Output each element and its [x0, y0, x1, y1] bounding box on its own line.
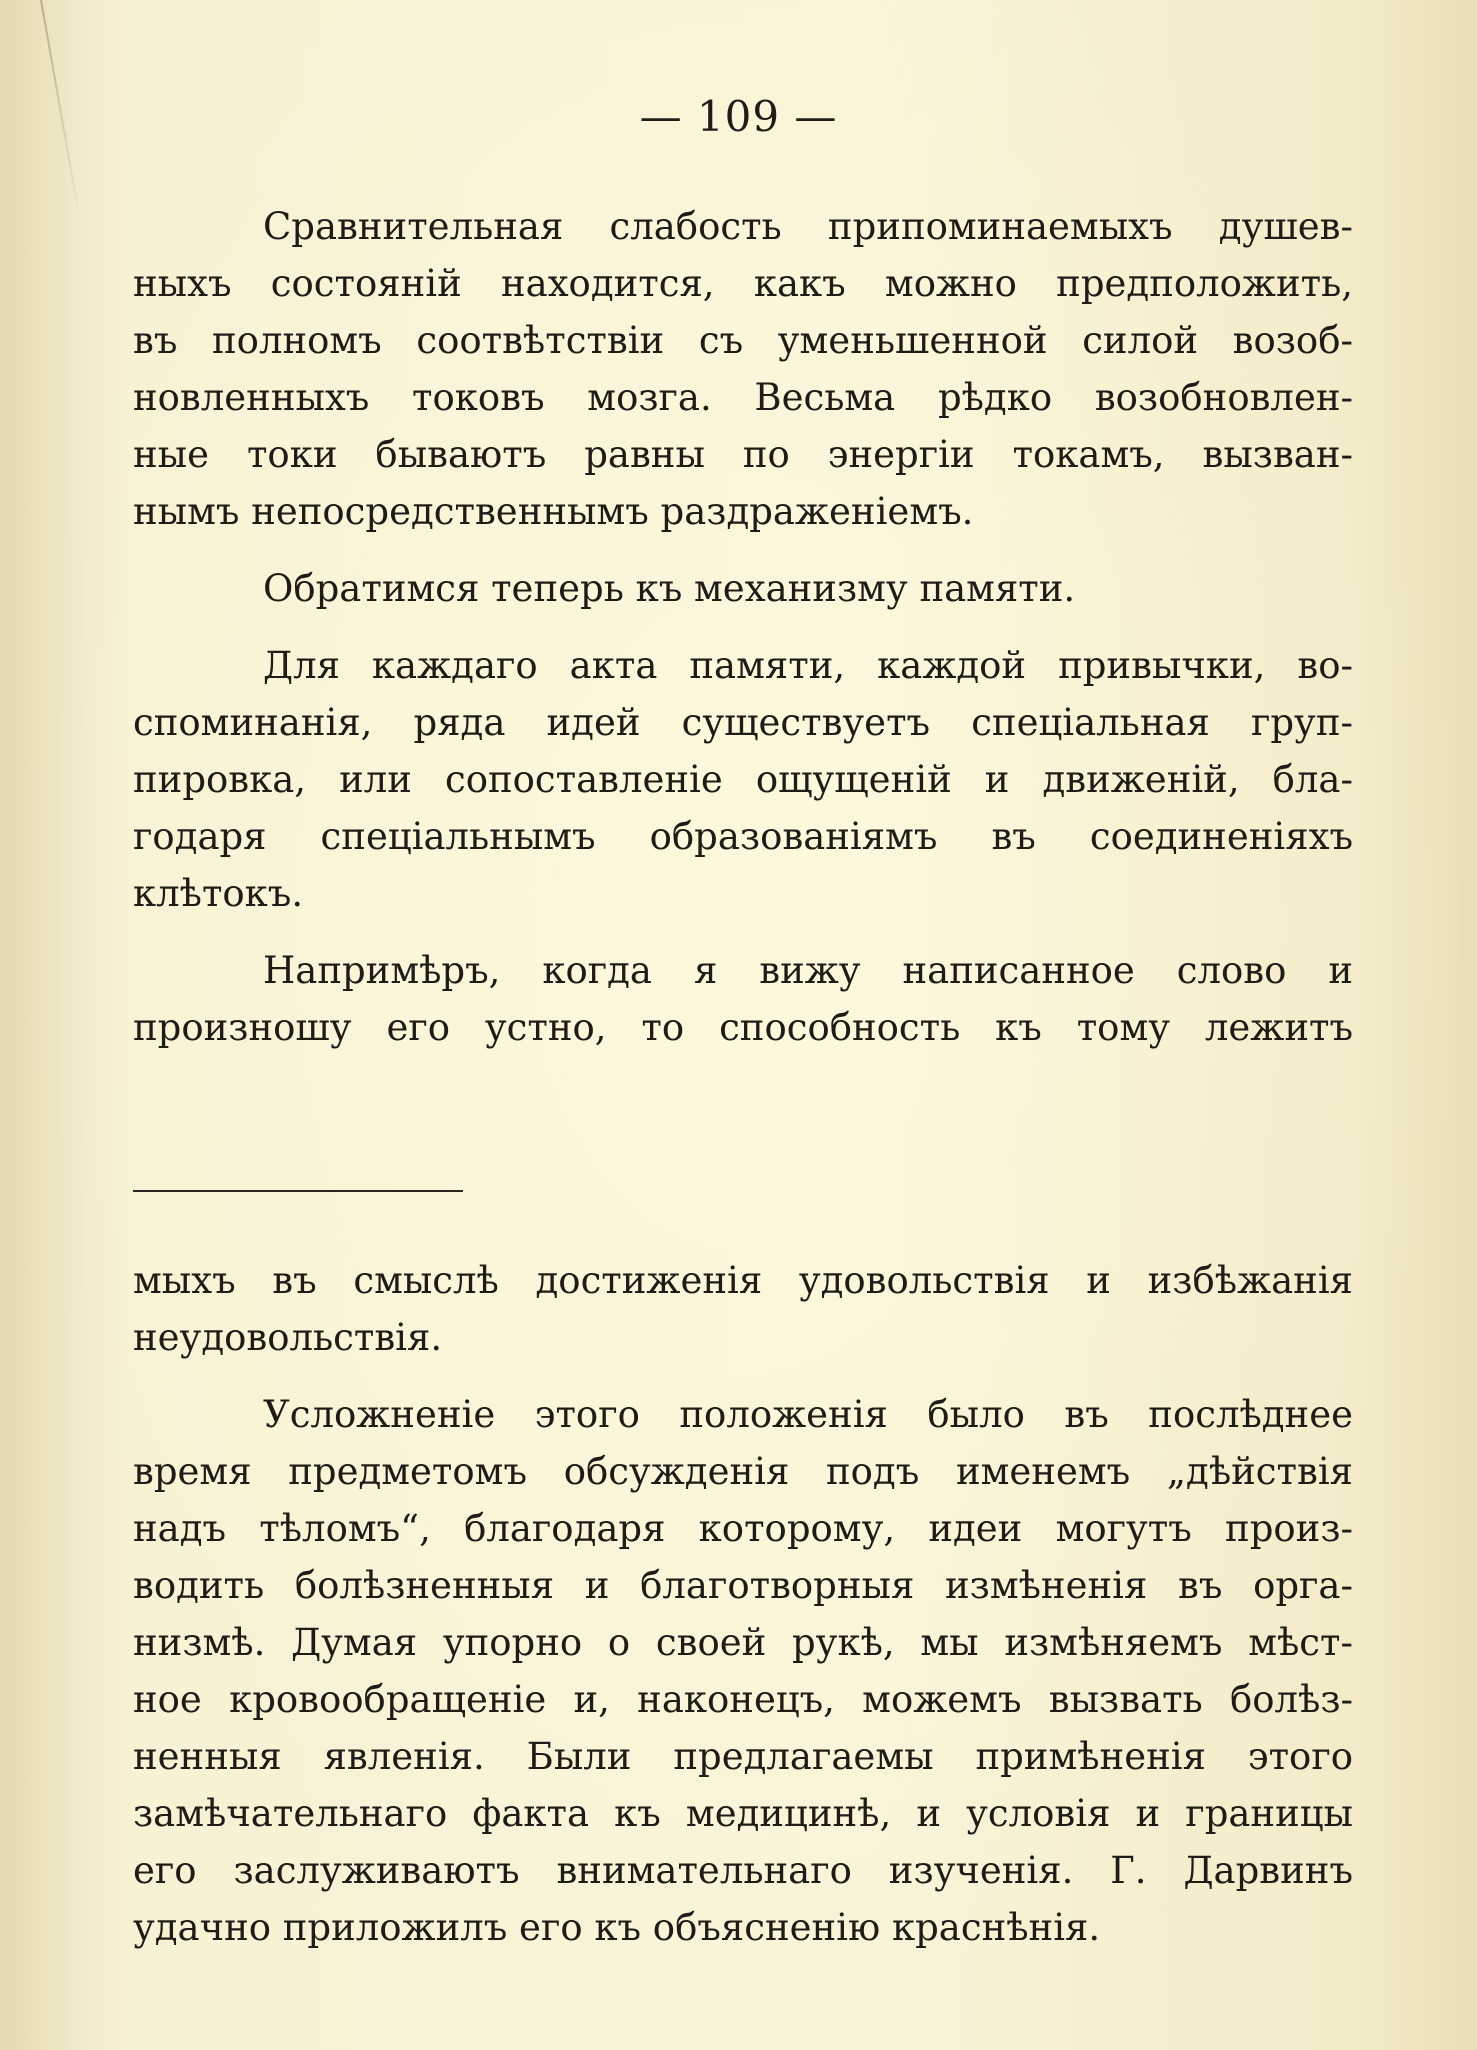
footnote-line: удачно приложилъ его къ объясненію краснѣнія.: [133, 1906, 1101, 1949]
footnote-line: низмѣ. Думая упорно о своей рукѣ, мы измѣняемъ мѣст-: [133, 1621, 1353, 1664]
footnote-line: время предметомъ обсужденія подъ именемъ „дѣйствія: [133, 1450, 1353, 1493]
footnote-line: ненныя явленія. Были предлагаемы примѣненія этого: [133, 1735, 1353, 1778]
text-line: Напримѣръ, когда я вижу написанное слово и: [263, 949, 1353, 992]
footnote-line: неудовольствія.: [133, 1316, 443, 1359]
page-number: — 109 —: [639, 92, 838, 141]
text-line: годаря спеціальнымъ образованіямъ въ соединеніяхъ: [133, 815, 1353, 858]
text-line: ные токи бываютъ равны по энергіи токамъ, вызван-: [133, 433, 1353, 476]
text-line: новленныхъ токовъ мозга. Весьма рѣдко возобновлен-: [133, 376, 1353, 419]
footnote-line: его заслуживаютъ внимательнаго изученія. Г. Дарвинъ: [133, 1849, 1353, 1892]
footnote-separator: [133, 1190, 463, 1192]
main-text: [133, 198, 1353, 1056]
text-line: нымъ непосредственнымъ раздраженіемъ.: [133, 490, 974, 533]
text-line: пировка, или сопоставленіе ощущеній и движеній, бла-: [133, 758, 1353, 801]
text-line: Для каждаго акта памяти, каждой привычки, во-: [263, 644, 1353, 687]
footnote-line: замѣчательнаго факта къ медицинѣ, и условія и границы: [133, 1792, 1353, 1835]
page-edge-shadow: [0, 0, 130, 2050]
text-line: ныхъ состояній находится, какъ можно предположить,: [133, 262, 1353, 305]
text-line: Сравнительная слабость припоминаемыхъ душев-: [263, 205, 1353, 248]
text-line: произношу его устно, то способность къ тому лежитъ: [133, 1006, 1353, 1049]
text-line: Обратимся теперь къ механизму памяти.: [263, 567, 1076, 610]
footnote-line: надъ тѣломъ“, благодаря которому, идеи могутъ произ-: [133, 1507, 1353, 1550]
footnote-line: Усложненіе этого положенія было въ послѣднее: [263, 1393, 1353, 1436]
footnote-text: [133, 1252, 1353, 1956]
text-line: клѣтокъ.: [133, 872, 304, 915]
footnote-line: водить болѣзненныя и благотворныя измѣненія въ орга-: [133, 1564, 1353, 1607]
text-line: въ полномъ соотвѣтствіи съ уменьшенной силой возоб-: [133, 319, 1353, 362]
text-line: споминанія, ряда идей существуетъ спеціальная груп-: [133, 701, 1353, 744]
footnote-line: ное кровообращеніе и, наконецъ, можемъ вызвать болѣз-: [133, 1678, 1353, 1721]
footnote-line: мыхъ въ смыслѣ достиженія удовольствія и избѣжанія: [133, 1259, 1353, 1302]
